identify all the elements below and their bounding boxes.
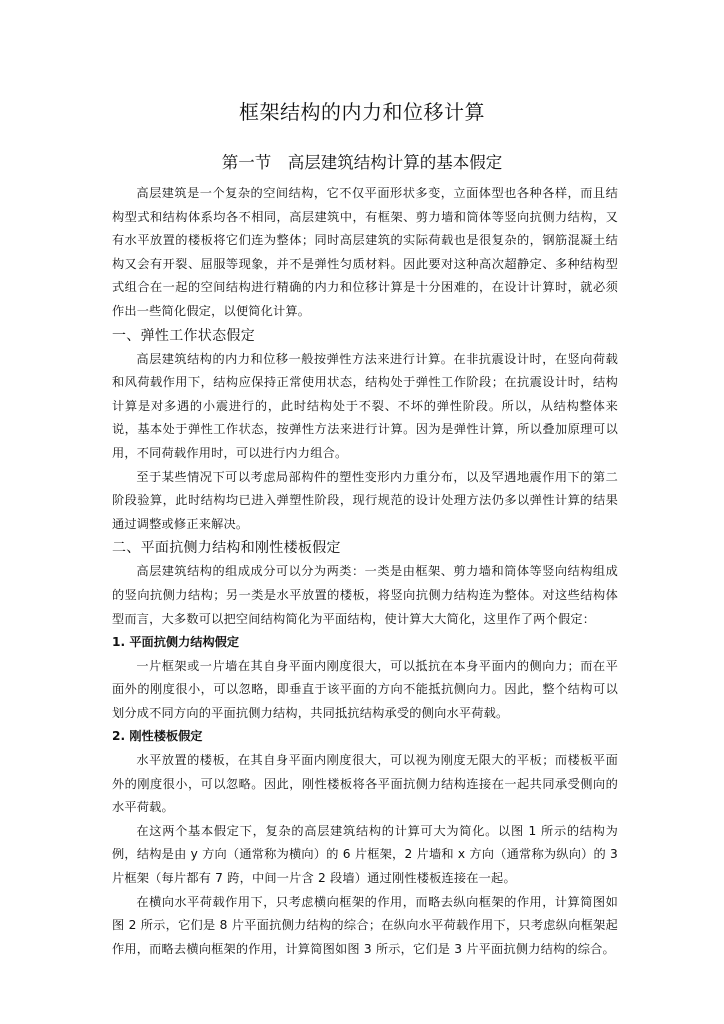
heading-planar-rigid: 二、平面抗侧力结构和刚性楼板假定 — [112, 540, 341, 557]
paragraph-figure2-3: 在横向水平荷载作用下，只考虑横向框架的作用，而略去纵向框架的作用，计算简图如图 2 所示，它们是 8 片平面抗侧力结构的综合；在纵向水平荷载作用下，只考虑纵向框架起作用，而略去横向框架的作用，计算简图如图 3 所示，它们是 3 片平面抗侧力结构的综合。 — [112, 894, 618, 956]
paragraph-planar-assumption: 一片框架或一片墙在其自身平面内刚度很大，可以抵抗在本身平面内的侧向力；而在平面外的刚度很小，可以忽略，即垂直于该平面的方向不能抵抗侧向力。因此，整个结构可以划分成不同方向的平面抗侧力结构，共同抵抗结构承受的侧向水平荷载。 — [112, 658, 618, 720]
intro-paragraph: 高层建筑是一个复杂的空间结构，它不仅平面形状多变，立面体型也各种各样，而且结构型式和结构体系均各不相同，高层建筑中，有框架、剪力墙和筒体等竖向抗侧力结构，又有水平放置的楼板将它们连为整体；同时高层建筑的实际荷载也是很复杂的，钢筋混凝土结构又会有开裂、屈服等现象，并不是弹性匀质材料。因此要对这种高次超静定、多种结构型式组合在一起的空间结构进行精确的内力和位移计算是十分困难的，在设计计算时，就必须作出一些简化假定，以便简化计算。 — [112, 186, 618, 318]
subheading-rigid-floor: 2. 刚性楼板假定 — [112, 729, 203, 744]
heading-elastic-state: 一、弹性工作状态假定 — [112, 327, 255, 344]
paragraph-elastic-2: 至于某些情况下可以考虑局部构件的塑性变形内力重分布，以及罕遇地震作用下的第二阶段验算，此时结构均已进入弹塑性阶段，现行规范的设计处理方法仍多以弹性计算的结果通过调整或修正来解决。 — [112, 469, 618, 531]
paragraph-planar: 高层建筑结构的组成成分可以分为两类：一类是由框架、剪力墙和筒体等竖向结构组成的竖向抗侧力结构；另一类是水平放置的楼板，将竖向抗侧力结构连为整体。对这些结构体型而言，大多数可以把空间结构简化为平面结构，使计算大大简化，这里作了两个假定： — [112, 564, 618, 626]
subheading-planar-assumption: 1. 平面抗侧力结构假定 — [112, 635, 240, 650]
document-title: 框架结构的内力和位移计算 — [239, 100, 485, 124]
paragraph-elastic-1: 高层建筑结构的内力和位移一般按弹性方法来进行计算。在非抗震设计时，在竖向荷载和风荷载作用下，结构应保持正常使用状态，结构处于弹性工作阶段；在抗震设计时，结构计算是对多遇的小震进行的，此时结构处于不裂、不坏的弹性阶段。所以，从结构整体来说，基本处于弹性工作状态，按弹性方法来进行计算。因为是弹性计算，所以叠加原理可以用，不同荷载作用时，可以进行内力组合。 — [112, 351, 618, 460]
document-body — [112, 182, 618, 961]
section-title: 第一节 高层建筑结构计算的基本假定 — [221, 153, 503, 172]
paragraph-rigid-floor: 水平放置的楼板，在其自身平面内刚度很大，可以视为刚度无限大的平板；而楼板平面外的刚度很小，可以忽略。因此，刚性楼板将各平面抗侧力结构连接在一起共同承受侧向的水平荷载。 — [112, 753, 618, 815]
paragraph-figure1: 在这两个基本假定下，复杂的高层建筑结构的计算可大为简化。以图 1 所示的结构为例，结构是由 y 方向（通常称为横向）的 6 片框架，2 片墙和 x 方向（通常称为纵向）的 3 片框架（每片都有 7 跨，中间一片含 2 段墙）通过刚性楼板连接在一起。 — [112, 823, 618, 886]
